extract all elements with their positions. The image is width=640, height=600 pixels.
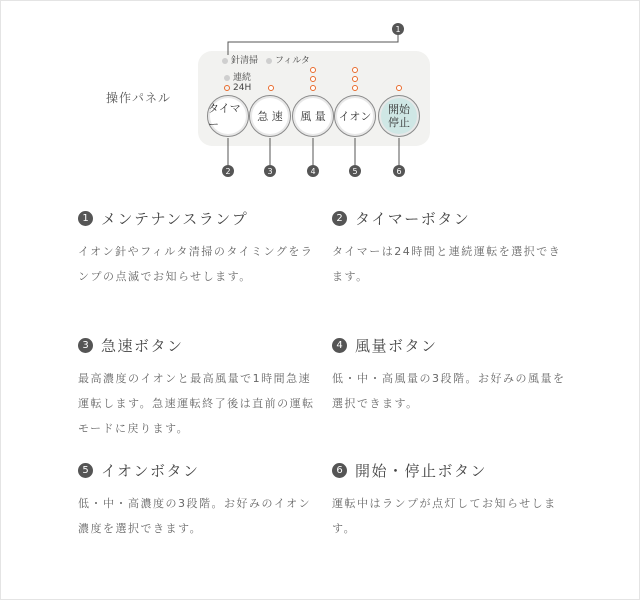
timer-button[interactable]: タイマー bbox=[207, 95, 249, 137]
filter-indicator: フィルタ bbox=[266, 56, 310, 66]
rapid-led bbox=[267, 85, 275, 94]
section-maintenance-lamp bbox=[78, 208, 318, 289]
rapid-button[interactable]: 急 速 bbox=[249, 95, 291, 137]
section-body: 低・中・高風量の3段階。お好みの風量を選択できます。 bbox=[332, 372, 566, 410]
ion-level-leds bbox=[351, 67, 359, 94]
callout-number: 2 bbox=[222, 165, 234, 177]
callout-number: 3 bbox=[264, 165, 276, 177]
indicator-dot-icon bbox=[266, 58, 272, 64]
indicator-dot-icon bbox=[224, 75, 230, 81]
indicator-led-icon bbox=[224, 85, 230, 91]
section-timer-button bbox=[332, 208, 572, 289]
section-fan-speed-button bbox=[332, 335, 572, 416]
ion-button[interactable]: イオン bbox=[334, 95, 376, 137]
panel-label: 操作パネル bbox=[106, 91, 172, 105]
needle-clean-indicator: 針清掃 bbox=[222, 56, 258, 66]
section-rapid-button bbox=[78, 335, 318, 441]
section-title: 1 メンテナンスランプ bbox=[78, 208, 318, 229]
continuous-indicator: 連続 bbox=[224, 73, 251, 83]
section-body: タイマーは24時間と連続運転を選択できます。 bbox=[332, 245, 562, 283]
indicator-dot-icon bbox=[222, 58, 228, 64]
callout-number: 6 bbox=[393, 165, 405, 177]
24h-indicator: 24H bbox=[224, 83, 251, 93]
power-led bbox=[395, 85, 403, 94]
callout-number: 4 bbox=[307, 165, 319, 177]
callout-number: 5 bbox=[349, 165, 361, 177]
fan-speed-leds bbox=[309, 67, 317, 94]
section-body: 運転中はランプが点灯してお知らせします。 bbox=[332, 497, 557, 535]
start-stop-button[interactable]: 開始 停止 bbox=[378, 95, 420, 137]
fan-speed-button[interactable]: 風 量 bbox=[292, 95, 334, 137]
section-title: 2 タイマーボタン bbox=[332, 208, 572, 229]
section-start-stop-button bbox=[332, 460, 572, 541]
section-body: イオン針やフィルタ清掃のタイミングをランプの点滅でお知らせします。 bbox=[78, 245, 314, 283]
callout-number: 1 bbox=[392, 23, 404, 35]
section-title: 6 開始・停止ボタン bbox=[332, 460, 572, 481]
section-body: 最高濃度のイオンと最高風量で1時間急速運転します。急速運転終了後は直前の運転モードに戻ります。 bbox=[78, 372, 315, 435]
section-title: 5 イオンボタン bbox=[78, 460, 318, 481]
section-body: 低・中・高濃度の3段階。お好みのイオン濃度を選択できます。 bbox=[78, 497, 312, 535]
section-ion-button bbox=[78, 460, 318, 541]
section-title: 3 急速ボタン bbox=[78, 335, 318, 356]
section-title: 4 風量ボタン bbox=[332, 335, 572, 356]
